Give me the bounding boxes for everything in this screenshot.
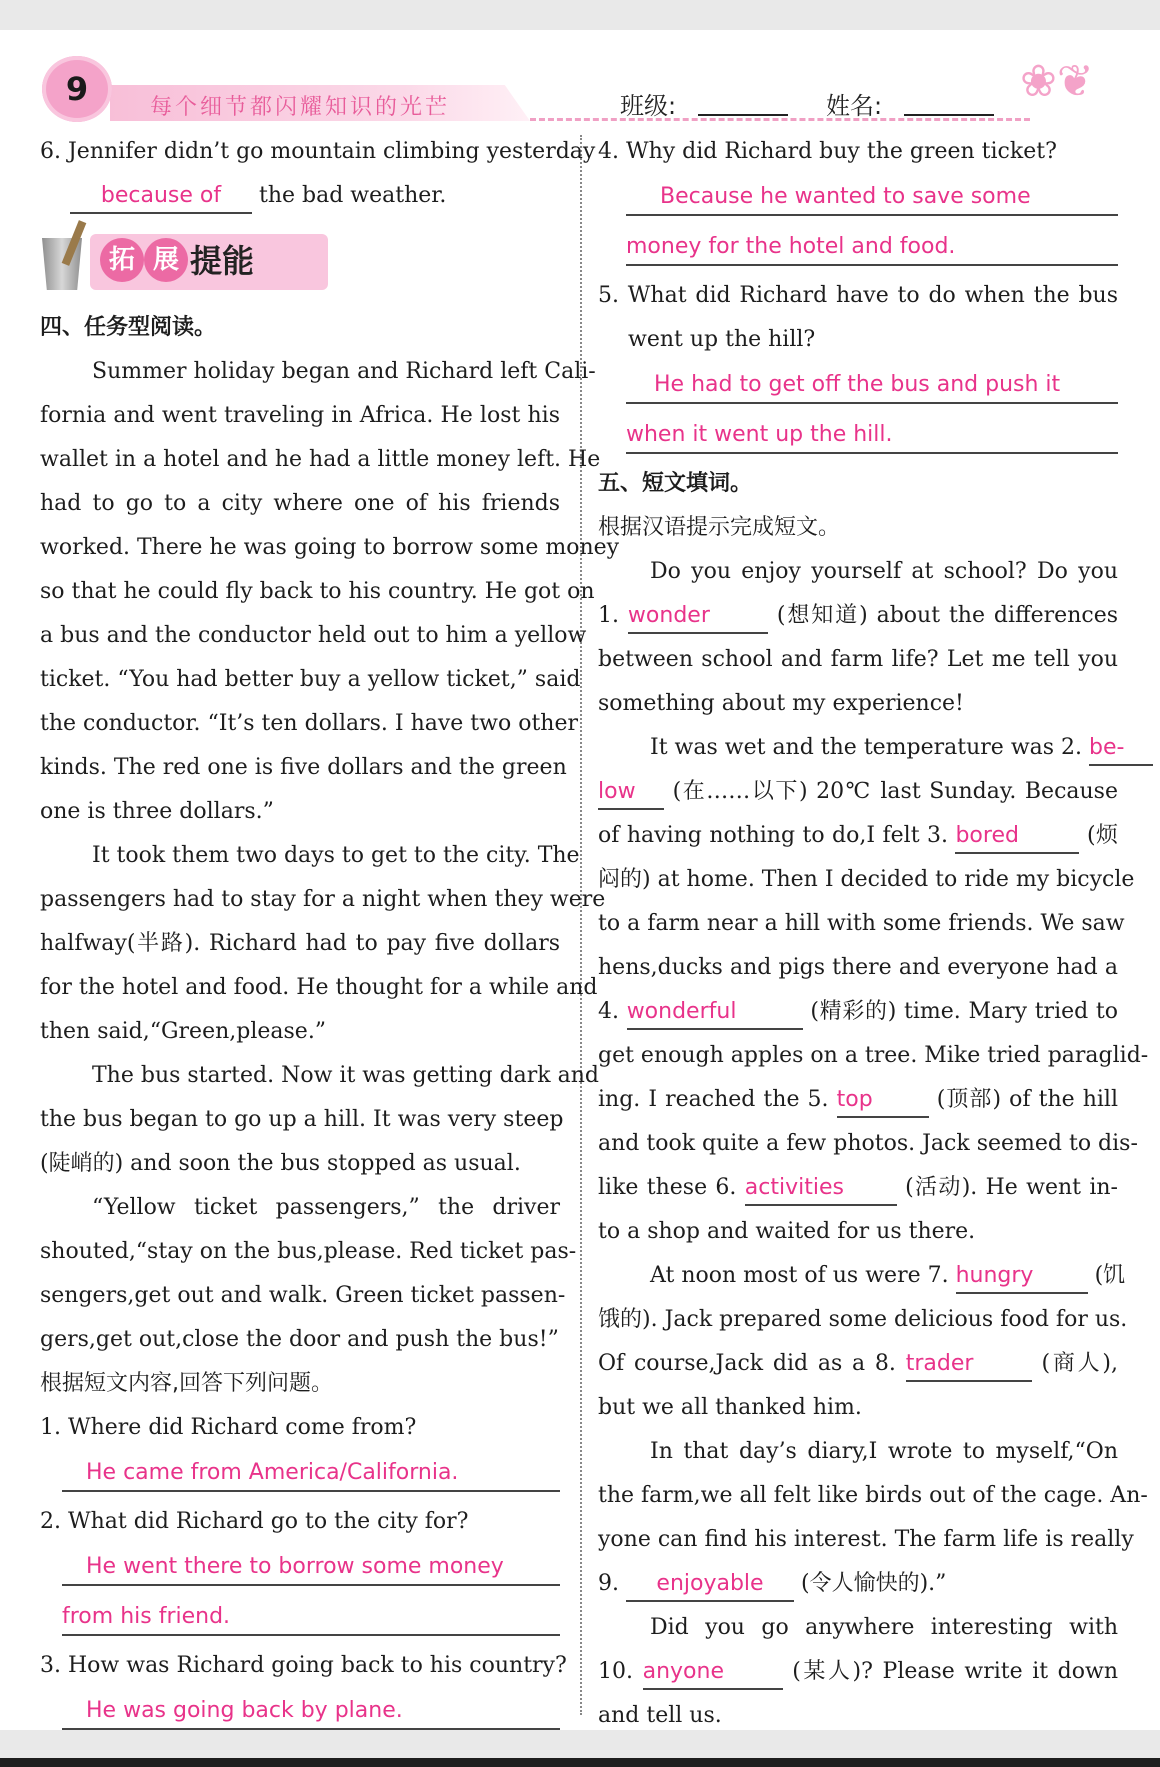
answer-4-line-2[interactable]: money for the hotel and food. [626,230,1118,266]
cloze-line: hens,ducks and pigs there and everyone had a [598,955,1118,980]
blank-3-context: of having nothing to do,I felt 3. [598,823,948,848]
passage-line: shouted,“stay on the bus,please. Red ticket pas- [40,1239,577,1264]
passage-line: the conductor. “It’s ten dollars. I have two other [40,711,579,736]
header-dashed-rule [530,118,1030,121]
blank-2-part-2[interactable]: low [598,776,664,810]
blank-2-hint: (在……以下) 20℃ last Sunday. Because [672,779,1118,804]
passage-line: wallet in a hotel and he had a little money left. He [40,447,601,472]
blank-7[interactable]: hungry [956,1260,1088,1294]
blank-2-context: It was wet and the temperature was 2. [650,735,1083,760]
class-label: 班级: [620,92,677,120]
answer-5-line-1[interactable]: He had to get off the bus and push it [626,368,1118,404]
answer-4-row-2 [598,230,1118,274]
cloze-line: 闷的) at home. Then I decided to ride my bicycle [598,867,1135,892]
cloze-line: Do you enjoy yourself at school? Do you [650,559,1118,584]
blank-4-hint: (精彩的) time. Mary tried to [810,999,1118,1024]
passage-line: had to go to a city where one of his friends [40,491,560,516]
passage-line: halfway(半路). Richard had to pay five dollars [40,931,560,956]
passage-line: sengers,get out and walk. Green ticket passen- [40,1283,566,1308]
cloze-line [598,1562,1118,1606]
cloze-line: but we all thanked him. [598,1395,862,1420]
cloze-line [598,1650,1118,1694]
cloze-line [598,594,1118,638]
passage-line: the bus began to go up a hill. It was very steep [40,1107,564,1132]
section-badge [40,218,560,306]
passage-line: so that he could fly back to his country. He got on [40,579,595,604]
cloze-line [598,726,1125,770]
cloze-line: the farm,we all felt like birds out of the cage. An- [598,1483,1148,1508]
passage-line: It took them two days to get to the city. The [92,843,580,868]
answer-4-row-1 [598,180,1118,224]
passage-line: gers,get out,close the door and push the bus!” [40,1327,559,1352]
blank-4[interactable]: wonderful [627,996,803,1030]
question-5-line-2: went up the hill? [628,327,816,352]
passage-line: ticket. “You had better buy a yellow ticket,” said [40,667,581,692]
cloze-line: between school and farm life? Let me tell you [598,647,1118,672]
cloze-line: something about my experience! [598,691,964,716]
cloze-line: to a farm near a hill with some friends. We saw [598,911,1125,936]
question-2: 2. What did Richard go to the city for? [40,1509,469,1534]
blank-1[interactable]: wonder [628,600,768,634]
passage-line: for the hotel and food. He thought for a while and [40,975,598,1000]
blank-3[interactable]: bored [955,820,1079,854]
blank-5[interactable]: top [837,1084,929,1118]
right-column [598,130,1149,1738]
passage-line: (陡峭的) and soon the bus stopped as usual. [40,1151,521,1176]
section5-heading: 五、短文填词。 [598,471,753,496]
left-instruction: 根据短文内容,回答下列问题。 [40,1371,333,1396]
blank-6-context: like these 6. [598,1175,737,1200]
blank-10-number: 10. [598,1659,633,1684]
right-instruction: 根据汉语提示完成短文。 [598,515,841,540]
passage-line: fornia and went traveling in Africa. He lost his [40,403,560,428]
page-number: 9 [42,56,112,122]
passage-line: worked. There he was going to borrow some money [40,535,620,560]
cloze-line [598,770,1118,814]
cloze-line: get enough apples on a tree. Mike tried paraglid- [598,1043,1149,1068]
blank-1-number: 1. [598,603,619,628]
answer-2-row-2 [40,1600,560,1644]
answer-3-row [40,1694,560,1738]
blank-5-context: ing. I reached the 5. [598,1087,829,1112]
passage-line: then said,“Green,please.” [40,1019,327,1044]
passage-line: a bus and the conductor held out to him a yellow [40,623,587,648]
question-5-line-1: 5. What did Richard have to do when the bus [598,283,1118,308]
q6-line2 [40,174,560,218]
q6-answer[interactable]: because of [70,180,252,214]
cloze-line [598,990,1118,1034]
blank-4-number: 4. [598,999,619,1024]
q6-line1: 6. Jennifer didn’t go mountain climbing yesterday [40,139,596,164]
question-1: 1. Where did Richard come from? [40,1415,417,1440]
name-field[interactable] [904,114,994,116]
cloze-line [598,1166,1118,1210]
blank-9[interactable]: enjoyable [626,1568,794,1602]
passage-line: “Yellow ticket passengers,” the driver [92,1195,560,1220]
badge-char-1: 拓 [100,238,144,282]
blank-5-hint: (顶部) of the hill [936,1087,1118,1112]
blank-7-hint: (饥 [1094,1263,1126,1288]
answer-3[interactable]: He was going back by plane. [62,1694,560,1730]
blank-8-hint: (商人), [1041,1351,1118,1376]
flourish-ornament-icon: ❀❦ [1020,56,1094,107]
cloze-line: yone can find his interest. The farm life is really [598,1527,1134,1552]
answer-1[interactable]: He came from America/California. [62,1456,560,1492]
passage-line: The bus started. Now it was getting dark and [92,1063,599,1088]
q6-end: the bad weather. [259,183,447,208]
name-label: 姓名: [826,92,883,120]
answer-5-line-2[interactable]: when it went up the hill. [626,418,1118,454]
answer-4-line-1[interactable]: Because he wanted to save some [626,180,1118,216]
cloze-line: and tell us. [598,1703,722,1728]
header-motto: 每个细节都闪耀知识的光芒 [150,95,451,120]
question-3: 3. How was Richard going back to his country? [40,1653,567,1678]
section4-heading: 四、任务型阅读。 [40,315,217,340]
blank-3-hint: (烦 [1086,823,1118,848]
passage-line: passengers had to stay for a night when they were [40,887,606,912]
blank-7-context: At noon most of us were 7. [650,1263,949,1288]
passage-line: kinds. The red one is five dollars and the green [40,755,567,780]
cloze-line: and took quite a few photos. Jack seemed to dis- [598,1131,1138,1156]
cloze-line [598,814,1118,858]
blank-10[interactable]: anyone [643,1656,783,1690]
answer-5-row-1 [598,368,1118,412]
cloze-line: 饿的). Jack prepared some delicious food for us. [598,1307,1128,1332]
blank-1-hint: (想知道) about the differences [776,603,1119,628]
class-field[interactable] [698,114,788,116]
question-4: 4. Why did Richard buy the green ticket? [598,139,1057,164]
cloze-line [598,1078,1118,1122]
answer-2-line-2[interactable]: from his friend. [62,1600,560,1636]
answer-2-line-1[interactable]: He went there to borrow some money [62,1550,560,1586]
blank-8[interactable]: trader [906,1348,1032,1382]
answer-5-row-2 [598,418,1118,462]
cloze-line: Did you go anywhere interesting with [650,1615,1118,1640]
blank-9-number: 9. [598,1571,619,1596]
badge-char-2: 展 [144,238,188,282]
cloze-line: In that day’s diary,I wrote to myself,“On [650,1439,1118,1464]
bottom-bar [0,1758,1160,1767]
blank-6[interactable]: activities [745,1172,897,1206]
badge-title: 提能 [190,242,255,280]
answer-1-row [40,1456,560,1500]
blank-10-hint: (某人)? Please write it down [792,1659,1118,1684]
cloze-line: to a shop and waited for us there. [598,1219,976,1244]
blank-9-hint: (令人愉快的).” [801,1571,947,1596]
answer-2-row-1 [40,1550,560,1594]
passage-line: Summer holiday began and Richard left Cali- [92,359,596,384]
passage-line: one is three dollars.” [40,799,274,824]
blank-6-hint: (活动). He went in- [905,1175,1118,1200]
cloze-line [598,1342,1118,1386]
cloze-line [598,1254,1126,1298]
blank-8-context: Of course,Jack did as a 8. [598,1351,896,1376]
blank-2-part-1[interactable]: be- [1089,732,1153,766]
